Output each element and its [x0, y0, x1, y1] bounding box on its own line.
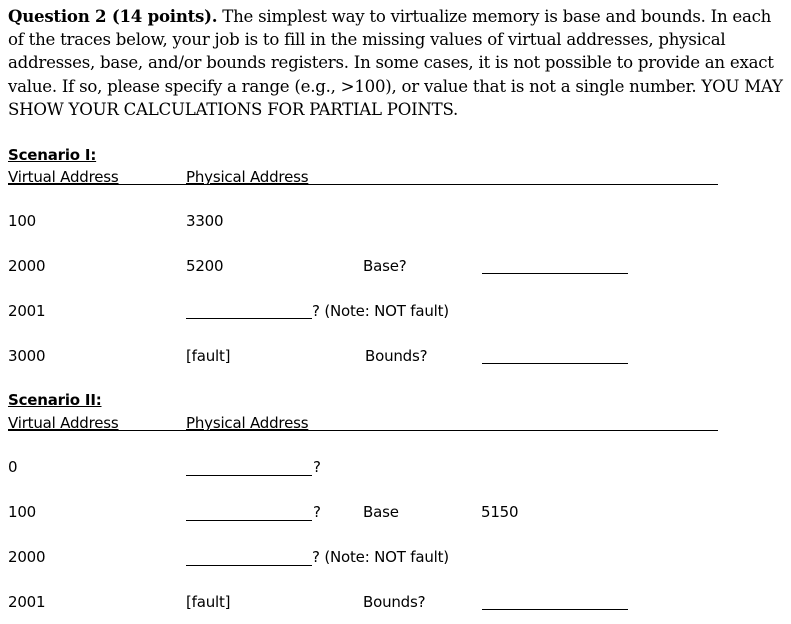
s1-base-label: Base?	[363, 257, 407, 275]
s2-bounds-blank[interactable]	[482, 609, 628, 610]
scenario-2-header-rule	[8, 430, 718, 431]
scenario-2-title: Scenario II:	[8, 391, 102, 409]
s2-row2-physical-blank[interactable]	[186, 520, 312, 521]
s1-row1-virtual: 100	[8, 212, 37, 230]
s2-row3-note: ? (Note: NOT fault)	[312, 548, 449, 566]
s2-row1-physical-blank[interactable]	[186, 475, 312, 476]
s1-row4-physical: [fault]	[186, 347, 231, 365]
s2-row4-physical: [fault]	[186, 593, 231, 611]
question-text: The simplest way to virtualize memory is base and bounds. In each of the traces below, your job is to fill in the missing values of virtual addresses, physical addresses, base, and/or bounds registers. In some cases, it is not possible to provide an exact value. If so, please specify a range (e.g., >100), or value that is not a single number. YOU MAY SHOW YOUR CALCULATIONS FOR PARTIAL POINTS.	[8, 7, 783, 119]
s1-row3-note: ? (Note: NOT fault)	[312, 302, 449, 320]
s1-bounds-blank[interactable]	[482, 363, 628, 364]
s2-bounds-label: Bounds?	[363, 593, 426, 611]
question-heading: Question 2 (14 points).	[8, 6, 218, 26]
s1-row2-physical: 5200	[186, 257, 224, 275]
scenario-1-header-rule	[8, 184, 718, 185]
s2-row3-virtual: 2000	[8, 548, 46, 566]
s2-row1-virtual: 0	[8, 458, 18, 476]
scenario-1-physical-header: Physical Address	[186, 168, 309, 186]
s2-base-label: Base	[363, 503, 399, 521]
s2-row2-qmark: ?	[313, 503, 321, 521]
s2-row1-qmark: ?	[313, 458, 321, 476]
s1-row4-virtual: 3000	[8, 347, 46, 365]
scenario-2-virtual-header: Virtual Address	[8, 414, 119, 432]
scenario-1-title: Scenario I:	[8, 146, 97, 164]
s1-row1-physical: 3300	[186, 212, 224, 230]
s2-row2-virtual: 100	[8, 503, 37, 521]
s1-row3-virtual: 2001	[8, 302, 46, 320]
s1-row3-physical-blank[interactable]	[186, 318, 312, 319]
question-prompt	[8, 5, 788, 121]
s1-base-blank[interactable]	[482, 273, 628, 274]
scenario-1-virtual-header: Virtual Address	[8, 168, 119, 186]
s1-bounds-label: Bounds?	[365, 347, 428, 365]
s2-row4-virtual: 2001	[8, 593, 46, 611]
scenario-2-physical-header: Physical Address	[186, 414, 309, 432]
s2-base-value: 5150	[481, 503, 519, 521]
s1-row2-virtual: 2000	[8, 257, 46, 275]
s2-row3-physical-blank[interactable]	[186, 565, 312, 566]
